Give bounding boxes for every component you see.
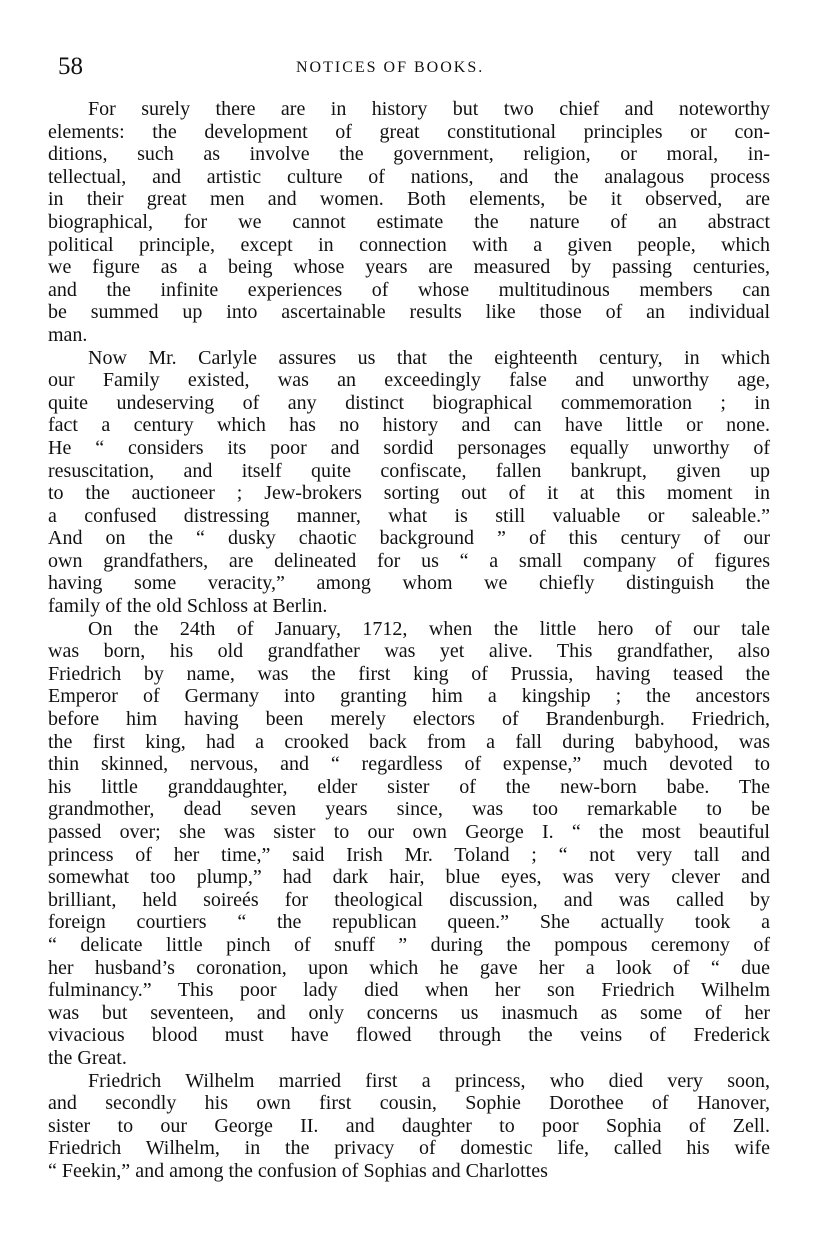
paragraph — [48, 618, 770, 1070]
text-line: fact a century which has no history and can have little or none. — [48, 414, 770, 437]
text-line: Friedrich Wilhelm, in the privacy of domestic life, called his wife — [48, 1137, 770, 1160]
text-line: Friedrich by name, was the first king of Prussia, having teased the — [48, 662, 770, 685]
paragraph — [48, 1070, 770, 1183]
text-line: brilliant, held soireés for theological discussion, and was called by — [48, 888, 770, 911]
text-line: be summed up into ascertainable results like those of an individual — [48, 301, 770, 324]
page-number: 58 — [58, 53, 83, 80]
text-line: his little granddaughter, elder sister of the new-born babe. The — [48, 775, 770, 798]
text-line: Now Mr. Carlyle assures us that the eighteenth century, in which — [88, 346, 770, 369]
text-line: He “ considers its poor and sordid personages equally unworthy of — [48, 436, 770, 459]
text-line: we figure as a being whose years are measured by passing centuries, — [48, 256, 770, 279]
text-line: princess of her time,” said Irish Mr. Toland ; “ not very tall and — [48, 843, 770, 866]
paragraph — [48, 98, 770, 347]
text-line: was but seventeen, and only concerns us inasmuch as some of her — [48, 1001, 770, 1024]
text-line: her husband’s coronation, upon which he gave her a look of “ due — [48, 956, 770, 979]
text-line: thin skinned, nervous, and “ regardless of expense,” much devoted to — [48, 753, 770, 776]
text-line: own grandfathers, are delineated for us “ a small company of figures — [48, 549, 770, 572]
text-line: grandmother, dead seven years since, was too remarkable to be — [48, 798, 770, 821]
text-line: somewhat too plump,” had dark hair, blue eyes, was very clever and — [48, 866, 770, 889]
running-title: NOTICES OF BOOKS. — [296, 59, 485, 76]
text-line: man. — [48, 323, 88, 346]
text-line: the first king, had a crooked back from a fall during babyhood, was — [48, 730, 770, 753]
text-line: and secondly his own first cousin, Sophie Dorothee of Hanover, — [48, 1092, 770, 1115]
page-header — [58, 52, 770, 82]
text-line: tellectual, and artistic culture of nations, and the analagous process — [48, 165, 770, 188]
text-line: family of the old Schloss at Berlin. — [48, 595, 328, 618]
text-line: political principle, except in connection with a given people, which — [48, 233, 770, 256]
text-line: foreign courtiers “ the republican queen.” She actually took a — [48, 911, 770, 934]
text-line: resuscitation, and itself quite confiscate, fallen bankrupt, given up — [48, 459, 770, 482]
text-line: elements: the development of great constitutional principles or con- — [48, 120, 770, 143]
text-line: before him having been merely electors of Brandenburgh. Friedrich, — [48, 708, 770, 731]
text-line: our Family existed, was an exceedingly false and unworthy age, — [48, 369, 770, 392]
text-line: ditions, such as involve the government, religion, or moral, in- — [48, 143, 770, 166]
text-line: And on the “ dusky chaotic background ” of this century of our — [48, 527, 770, 550]
text-line: biographical, for we cannot estimate the nature of an abstract — [48, 210, 770, 233]
text-line: vivacious blood must have flowed through the veins of Frederick — [48, 1024, 770, 1047]
text-line: “ Feekin,” and among the confusion of Sophias and Charlottes — [48, 1159, 548, 1182]
text-line: fulminancy.” This poor lady died when her son Friedrich Wilhelm — [48, 979, 770, 1002]
text-line: to the auctioneer ; Jew-brokers sorting out of it at this moment in — [48, 482, 770, 505]
text-line: having some veracity,” among whom we chiefly distinguish the — [48, 572, 770, 595]
text-line: For surely there are in history but two chief and noteworthy — [88, 98, 770, 120]
text-line: passed over; she was sister to our own George I. “ the most beautiful — [48, 821, 770, 843]
text-line: quite undeserving of any distinct biographical commemoration ; in — [48, 391, 770, 414]
text-line: Emperor of Germany into granting him a kingship ; the ancestors — [48, 685, 770, 708]
text-line: a confused distressing manner, what is still valuable or saleable.” — [48, 504, 770, 527]
text-line: “ delicate little pinch of snuff ” during the pompous ceremony of — [48, 933, 770, 956]
text-line: was born, his old grandfather was yet alive. This grandfather, also — [48, 640, 770, 663]
text-line: On the 24th of January, 1712, when the little hero of our tale — [88, 617, 770, 640]
text-line: sister to our George II. and daughter to poor Sophia of Zell. — [48, 1114, 770, 1137]
body-text — [48, 98, 770, 1183]
text-line: the Great. — [48, 1046, 127, 1069]
text-line: and the infinite experiences of whose multitudinous members can — [48, 278, 770, 301]
text-line: Friedrich Wilhelm married first a princess, who died very soon, — [88, 1069, 770, 1092]
paragraph — [48, 347, 770, 618]
text-line: in their great men and women. Both elements, be it observed, are — [48, 188, 770, 211]
